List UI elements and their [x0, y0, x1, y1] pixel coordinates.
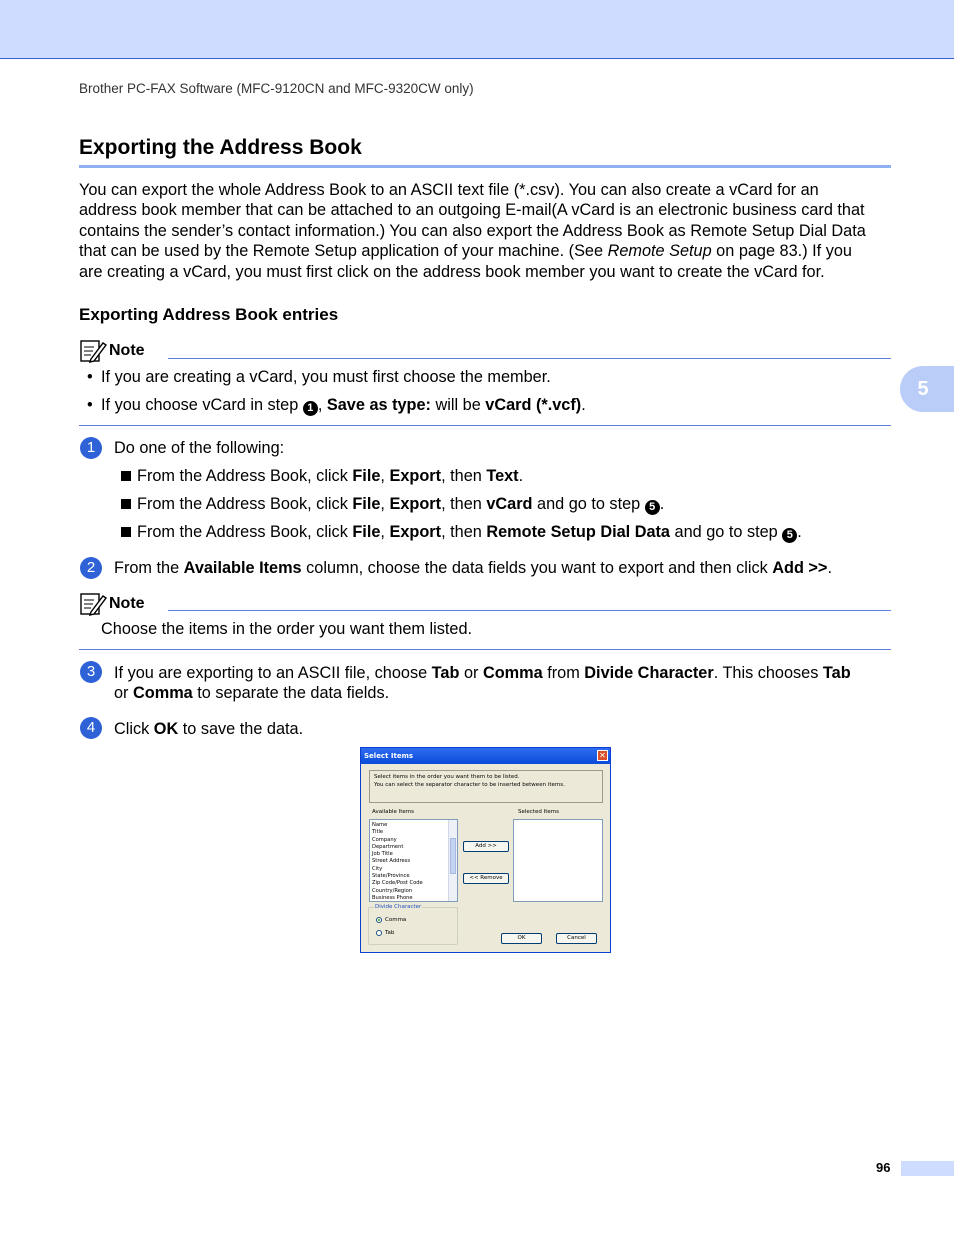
chapter-tab: 5: [900, 366, 954, 412]
note-label: Note: [109, 342, 145, 359]
list-item[interactable]: Department: [372, 843, 404, 850]
title-rule: [79, 165, 891, 168]
note-pencil-icon: [79, 592, 107, 616]
note-bullet: • If you are creating a vCard, you must first choose the member.: [87, 368, 551, 386]
section-title: Exporting the Address Book: [79, 136, 362, 159]
list-item[interactable]: Street Address: [372, 858, 411, 865]
step-4-text: Click OK to save the data.: [114, 720, 304, 738]
running-head: Brother PC-FAX Software (MFC-9120CN and MFC-9320CW only): [79, 81, 474, 96]
dialog-instructions: Select items in the order you want them to be listed. You can select the separator character to be inserted between items.: [369, 770, 603, 803]
close-icon[interactable]: ✕: [597, 750, 608, 761]
step-3-text: If you are exporting to an ASCII file, choose Tab or Comma from Divide Character. This chooses Tab: [114, 664, 851, 682]
note-pencil-icon: [79, 339, 107, 363]
selected-items-list[interactable]: [513, 819, 603, 902]
step-ref-5: 5: [782, 528, 797, 543]
list-item[interactable]: Job Title: [372, 851, 393, 858]
step-1-text: Do one of the following:: [114, 439, 285, 457]
note-rule: [168, 610, 891, 611]
note-text: Choose the items in the order you want them listed.: [101, 620, 473, 638]
list-item[interactable]: Company: [372, 836, 397, 843]
list-item[interactable]: Name: [372, 822, 388, 828]
footer-bar: [901, 1161, 954, 1176]
list-item[interactable]: Title: [372, 829, 384, 836]
remove-button[interactable]: << Remove: [463, 873, 509, 884]
intro-paragraph: You can export the whole Address Book to an ASCII text file (*.csv). You can also create a vCard for an address book member that can be attached to an outgoing E-mail(A vCard is an electronic business card that contains the sender’s contact information.) You can also export the Address Book as Remote Setup Dial Data that can be used by the Remote Setup application of your machine. (See Remote Setup on page 83.) If you are creating a vCard, you must first click on the address book member you want to create the vCard for.: [79, 181, 866, 281]
step-number-1: 1: [80, 437, 102, 459]
list-item[interactable]: City: [372, 865, 383, 872]
divide-character-group: [368, 904, 458, 945]
subsection-title: Exporting Address Book entries: [79, 305, 339, 324]
radio-comma[interactable]: Comma: [376, 917, 406, 923]
list-item[interactable]: Business Phone: [372, 894, 413, 901]
note-bottom-rule: [79, 649, 891, 650]
step-ref-5: 5: [645, 500, 660, 515]
available-items-list[interactable]: [369, 819, 458, 902]
list-scrollbar[interactable]: [448, 820, 457, 901]
step-2-text: From the Available Items column, choose the data fields you want to export and then click Add >>.: [114, 559, 832, 577]
select-items-dialog: [360, 747, 611, 953]
note-bullet: • If you choose vCard in step 1 , Save as type: will be vCard (*.vcf).: [87, 396, 586, 414]
selected-items-label: Selected Items: [518, 809, 559, 815]
dialog-title: Select Items: [364, 752, 414, 760]
top-header-band: [0, 0, 954, 59]
note-header: [79, 339, 145, 363]
cross-reference: Remote Setup: [607, 242, 712, 261]
note-header: [79, 592, 145, 616]
step-1-option: From the Address Book, click File, Export, then vCard and go to step 5 .: [121, 494, 664, 515]
step-number-2: 2: [80, 557, 102, 579]
ok-button[interactable]: OK: [501, 933, 542, 944]
radio-tab[interactable]: Tab: [376, 930, 394, 936]
note-label: Note: [109, 595, 145, 612]
note-rule: [168, 358, 891, 359]
step-3-text-line2: or Comma to separate the data fields.: [114, 684, 390, 702]
step-ref-1: 1: [303, 401, 318, 416]
add-button[interactable]: Add >>: [463, 841, 509, 852]
step-number-4: 4: [80, 717, 102, 739]
list-item[interactable]: Country/Region: [372, 887, 413, 894]
page-number: 96: [876, 1160, 891, 1175]
list-item[interactable]: State/Province: [372, 873, 410, 880]
cancel-button[interactable]: Cancel: [556, 933, 597, 944]
step-number-3: 3: [80, 661, 102, 683]
list-item[interactable]: Zip Code/Post Code: [372, 880, 423, 887]
divide-character-label: Divide Character: [375, 904, 422, 910]
dialog-title-bar: [361, 748, 610, 764]
step-1-option: From the Address Book, click File, Export, then Remote Setup Dial Data and go to step 5 .: [121, 522, 802, 543]
available-items-label: Available Items: [372, 809, 415, 815]
step-1-option: From the Address Book, click File, Export, then Text.: [121, 466, 523, 486]
note-bottom-rule: [79, 425, 891, 426]
